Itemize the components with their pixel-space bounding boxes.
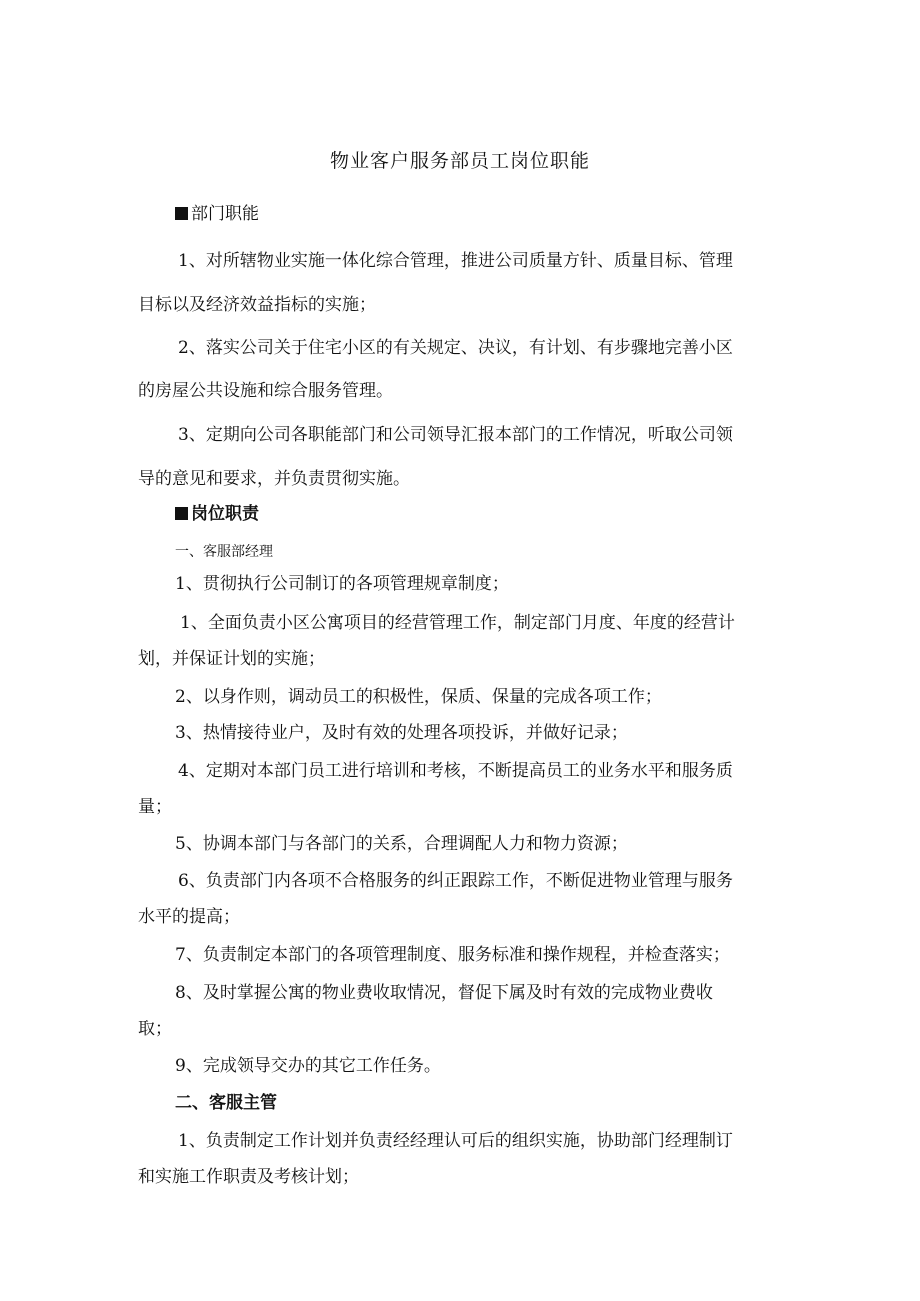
paragraph-line: 7、负责制定本部门的各项管理制度、服务标准和操作规程，并检查落实； [175,945,730,965]
paragraph-line: 水平的提高； [138,907,240,927]
paragraph-line: 目标以及经济效益指标的实施； [138,295,376,315]
section-heading-job-duties: 岗位职责 [175,503,259,525]
paragraph-line: 2、落实公司关于住宅小区的有关规定、决议，有计划、有步骤地完善小区 [178,338,733,358]
paragraph-line: 1、全面负责小区公寓项目的经营管理工作，制定部门月度、年度的经营计 [180,613,735,633]
paragraph-line: 9、完成领导交办的其它工作任务。 [175,1056,441,1076]
paragraph-line: 6、负责部门内各项不合格服务的纠正跟踪工作，不断促进物业管理与服务 [178,871,733,891]
paragraph-line: 和实施工作职责及考核计划； [138,1167,359,1187]
paragraph-line: 1、贯彻执行公司制订的各项管理规章制度； [175,574,509,594]
square-bullet-icon [175,507,188,520]
section-heading-department-functions: 部门职能 [175,203,259,225]
paragraph-line: 取； [138,1019,172,1039]
paragraph-line: 量； [138,797,172,817]
paragraph-line: 划，并保证计划的实施； [138,649,325,669]
paragraph-line: 1、负责制定工作计划并负责经经理认可后的组织实施，协助部门经理制订 [178,1131,733,1151]
subsection-heading-manager: 一、客服部经理 [175,544,273,560]
subsection-heading-supervisor: 二、客服主管 [175,1093,277,1113]
paragraph-line: 1、对所辖物业实施一体化综合管理，推进公司质量方针、质量目标、管理 [178,251,733,271]
square-bullet-icon [175,207,188,220]
paragraph-line: 2、以身作则，调动员工的积极性，保质、保量的完成各项工作； [175,687,662,707]
paragraph-line: 3、定期向公司各职能部门和公司领导汇报本部门的工作情况，听取公司领 [178,425,733,445]
paragraph-line: 4、定期对本部门员工进行培训和考核，不断提高员工的业务水平和服务质 [178,761,733,781]
paragraph-line: 5、协调本部门与各部门的关系，合理调配人力和物力资源； [175,834,628,854]
page-title: 物业客户服务部员工岗位职能 [329,150,590,172]
paragraph-line: 8、及时掌握公寓的物业费收取情况，督促下属及时有效的完成物业费收 [175,983,713,1003]
paragraph-line: 导的意见和要求，并负责贯彻实施。 [138,469,410,489]
paragraph-line: 的房屋公共设施和综合服务管理。 [138,381,393,401]
paragraph-line: 3、热情接待业户，及时有效的处理各项投诉，并做好记录； [175,723,628,743]
